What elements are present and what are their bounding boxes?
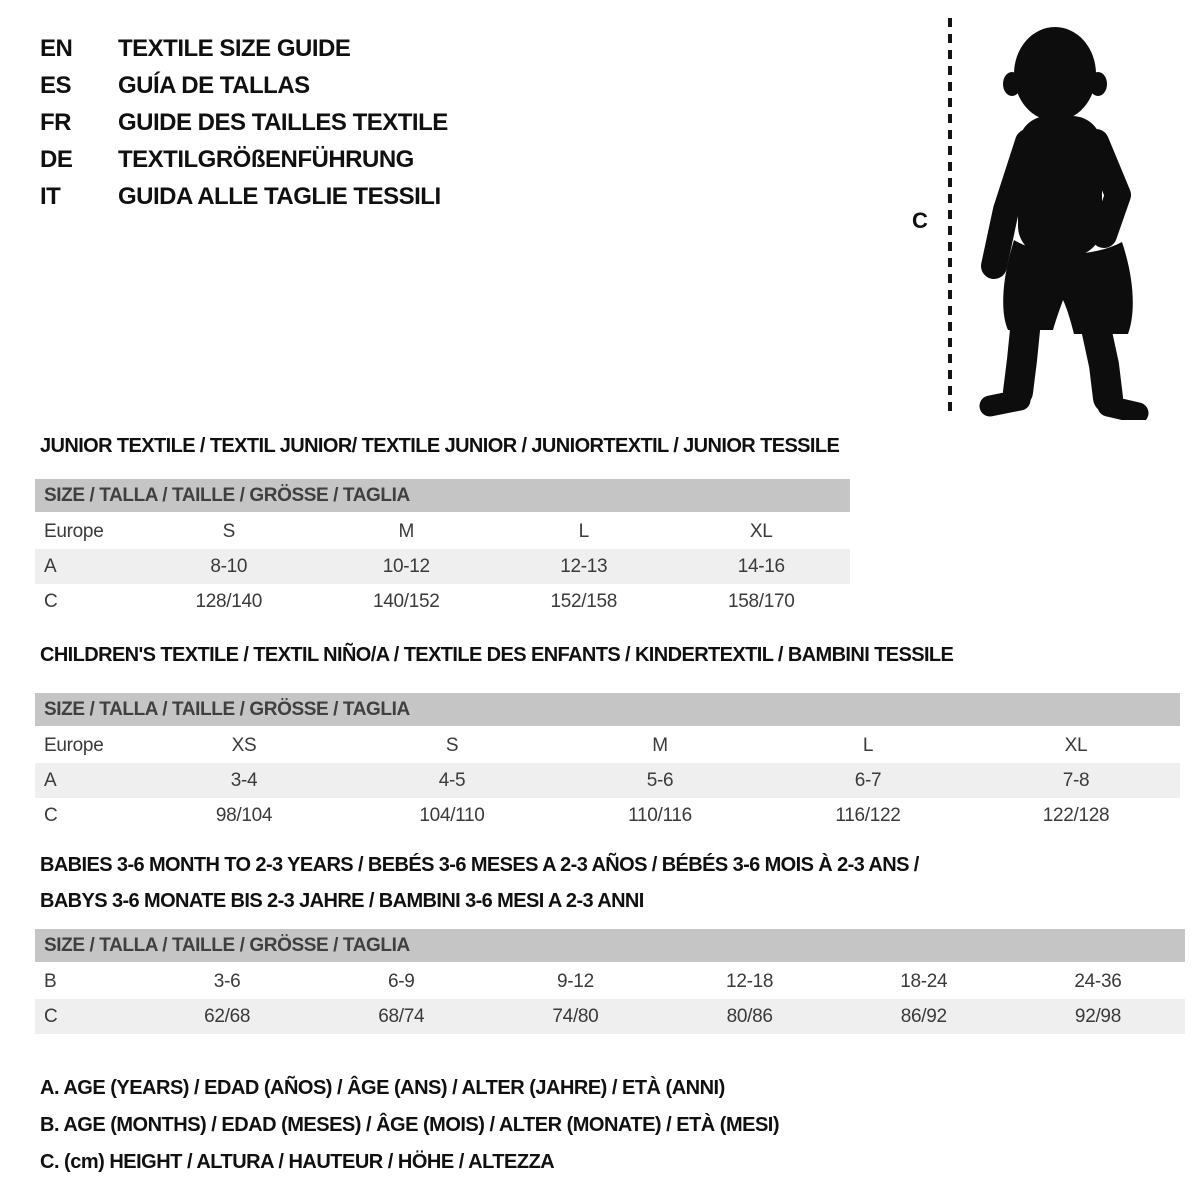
- toddler-silhouette-icon: [958, 20, 1150, 420]
- cell: XL: [1064, 734, 1088, 756]
- cell: 62/68: [204, 1005, 251, 1027]
- table-row: [35, 514, 850, 549]
- cell: S: [222, 520, 235, 542]
- row-label: C: [44, 1005, 58, 1027]
- cell: 104/110: [419, 804, 485, 826]
- babies-title-line1: BABIES 3-6 MONTH TO 2-3 YEARS / BEBÉS 3-6 MESES A 2-3 AÑOS / BÉBÉS 3-6 MOIS À 2-3 ANS /: [40, 854, 919, 876]
- height-figure: [890, 0, 1170, 430]
- lang-code: IT: [40, 183, 61, 210]
- cell: 24-36: [1074, 970, 1122, 992]
- cell: 110/116: [628, 804, 692, 826]
- size-table-header: SIZE / TALLA / TAILLE / GRÖSSE / TAGLIA: [35, 929, 1185, 962]
- row-label: A: [44, 555, 57, 577]
- cell: 5-6: [646, 769, 674, 791]
- cell: 4-5: [438, 769, 466, 791]
- cell: M: [652, 734, 668, 756]
- children-size-table: [35, 693, 1180, 833]
- cell: XL: [749, 520, 773, 542]
- babies-section-title: [40, 847, 1195, 919]
- lang-title: TEXTILE SIZE GUIDE: [118, 35, 351, 62]
- cell: 3-4: [230, 769, 258, 791]
- cell: L: [578, 520, 589, 542]
- cell: 92/98: [1074, 1005, 1121, 1027]
- lang-code: EN: [40, 35, 73, 62]
- lang-row-fr: [40, 104, 448, 141]
- cell: 6-9: [387, 970, 415, 992]
- junior-section-title: JUNIOR TEXTILE / TEXTIL JUNIOR/ TEXTILE JUNIOR / JUNIORTEXTIL / JUNIOR TESSILE: [40, 435, 840, 457]
- cell: 18-24: [900, 970, 948, 992]
- children-section-title: CHILDREN'S TEXTILE / TEXTIL NIÑO/A / TEXTILE DES ENFANTS / KINDERTEXTIL / BAMBINI TESSILE: [40, 644, 954, 666]
- cell: 128/140: [195, 590, 263, 612]
- babies-title-line2: BABYS 3-6 MONATE BIS 2-3 JAHRE / BAMBINI 3-6 MESI A 2-3 ANNI: [40, 890, 644, 912]
- cell: M: [398, 520, 415, 542]
- lang-row-it: [40, 178, 448, 215]
- lang-row-es: [40, 67, 448, 104]
- cell: 152/158: [550, 590, 618, 612]
- legend-line-b: B. AGE (MONTHS) / EDAD (MESES) / ÂGE (MOIS) / ALTER (MONATE) / ETÀ (MESI): [40, 1114, 780, 1136]
- lang-code: ES: [40, 72, 72, 99]
- row-label: C: [44, 804, 58, 826]
- cell: 10-12: [382, 555, 430, 577]
- legend-line-c: C. (cm) HEIGHT / ALTURA / HAUTEUR / HÖHE / ALTEZZA: [40, 1151, 555, 1173]
- table-row: [35, 549, 850, 584]
- cell: 116/122: [835, 804, 901, 826]
- lang-title: GUIDA ALLE TAGLIE TESSILI: [118, 183, 441, 210]
- cell: 98/104: [215, 804, 273, 826]
- cell: 9-12: [557, 970, 594, 992]
- lang-row-de: [40, 141, 448, 178]
- measure-c-label: C: [912, 208, 928, 233]
- lang-title: TEXTILGRÖßENFÜHRUNG: [118, 146, 414, 173]
- lang-title: GUÍA DE TALLAS: [118, 72, 310, 99]
- lang-code: FR: [40, 109, 71, 136]
- cell: 7-8: [1062, 769, 1090, 791]
- junior-size-table: [35, 479, 850, 619]
- lang-row-en: [40, 30, 448, 67]
- row-label: A: [44, 769, 57, 791]
- size-table-header: SIZE / TALLA / TAILLE / GRÖSSE / TAGLIA: [35, 479, 850, 512]
- table-row: [35, 584, 850, 619]
- row-label: C: [44, 590, 58, 612]
- cell: 140/152: [372, 590, 440, 612]
- legend-line-a: A. AGE (YEARS) / EDAD (AÑOS) / ÂGE (ANS) / ALTER (JAHRE) / ETÀ (ANNI): [40, 1077, 725, 1099]
- row-label: Europe: [44, 520, 104, 542]
- row-label: Europe: [44, 734, 104, 756]
- cell: 68/74: [378, 1005, 425, 1027]
- cell: 80/86: [726, 1005, 773, 1027]
- language-title-block: [40, 30, 448, 215]
- cell: 86/92: [900, 1005, 947, 1027]
- cell: 122/128: [1042, 804, 1110, 826]
- legend-block: [40, 1070, 1195, 1181]
- cell: S: [445, 734, 459, 756]
- cell: 158/170: [727, 590, 795, 612]
- cell: XS: [231, 734, 257, 756]
- lang-title: GUIDE DES TAILLES TEXTILE: [118, 109, 448, 136]
- row-label: B: [44, 970, 57, 992]
- table-row: [35, 763, 1180, 798]
- cell: 74/80: [552, 1005, 599, 1027]
- dashed-measure-line: [948, 18, 952, 416]
- lang-code: DE: [40, 146, 73, 173]
- cell: 14-16: [737, 555, 785, 577]
- size-guide-content: [35, 436, 1195, 1181]
- cell: L: [862, 734, 874, 756]
- cell: 12-18: [726, 970, 774, 992]
- cell: 6-7: [854, 769, 882, 791]
- table-row: [35, 728, 1180, 763]
- cell: 12-13: [560, 555, 608, 577]
- cell: 3-6: [213, 970, 241, 992]
- table-row: [35, 999, 1185, 1034]
- table-row: [35, 964, 1185, 999]
- cell: 8-10: [210, 555, 248, 577]
- babies-size-table: [35, 929, 1185, 1034]
- size-table-header: SIZE / TALLA / TAILLE / GRÖSSE / TAGLIA: [35, 693, 1180, 726]
- table-row: [35, 798, 1180, 833]
